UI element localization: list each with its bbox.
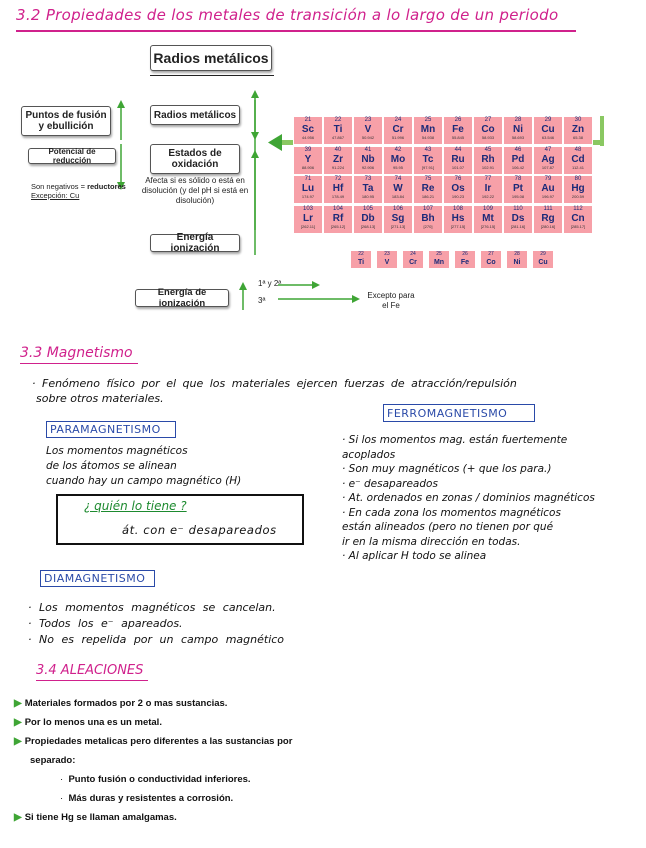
- para-answer: át. con e⁻ desapareados: [122, 523, 277, 537]
- title-underline: [16, 30, 576, 32]
- alloy-sub-2: · Más duras y resistentes a corrosión.: [60, 793, 234, 804]
- element-cell: 26 Fe 55.845: [443, 116, 473, 145]
- ferro-line: ir en la misma dirección en todas.: [342, 535, 521, 548]
- element-cell: 23 V 50.942: [353, 116, 383, 145]
- dia-line: · Los momentos magnéticos se cancelan.: [28, 601, 276, 614]
- element-cell: 108 Hs [277.15]: [443, 205, 473, 234]
- ferro-line: · Si los momentos mag. están fuertemente: [342, 434, 568, 446]
- element-cell: 74 W 183.84: [383, 175, 413, 204]
- first-second-label: 1ª y 2ª: [258, 279, 282, 288]
- ferro-line: · Al aplicar H todo se alinea: [342, 550, 487, 562]
- up-arrow-icon: [116, 100, 126, 140]
- oxidation-note: Afecta si es sólido o está en disolución (y del pH si está en disolución): [141, 176, 249, 205]
- element-cell: 40 Zr 91.224: [323, 146, 353, 175]
- element-cell: 76 Os 190.23: [443, 175, 473, 204]
- element-cell: 112 Cn [285.17]: [563, 205, 593, 234]
- ferro-line: · Son muy magnéticos (+ que los para.): [342, 463, 552, 475]
- ionization-energy-box: Energía ionización: [150, 234, 240, 252]
- magnetism-intro-line1: · Fenómeno físico por el que los materiales ejercen fuerzas de atracción/repulsión: [32, 377, 517, 390]
- element-cell: 105 Db [268.13]: [353, 205, 383, 234]
- para-line2: de los átomos se alinean: [46, 460, 177, 472]
- right-arrow-icon: [278, 294, 360, 304]
- element-cell: 110 Ds [281.16]: [503, 205, 533, 234]
- up-arrow-icon: [250, 90, 260, 255]
- green-triangle-icon: ▶: [14, 736, 22, 747]
- element-cell-small: 23 V: [376, 250, 398, 269]
- element-cell: 111 Rg [280.16]: [533, 205, 563, 234]
- left-arrow-icon: [268, 134, 282, 151]
- ferro-line: · e⁻ desapareados: [342, 477, 438, 490]
- green-arrow-right-edge: [600, 116, 604, 146]
- element-cell: 24 Cr 51.996: [383, 116, 413, 145]
- element-cell: 29 Cu 63.546: [533, 116, 563, 145]
- element-cell: 48 Cd 112.41: [563, 146, 593, 175]
- radios-metalicos-box: Radios metálicos: [150, 105, 240, 125]
- ferro-line: · En cada zona los momentos magnéticos: [342, 506, 561, 519]
- section-3-3-underline: [20, 363, 138, 364]
- up-arrow-icon: [238, 282, 248, 310]
- para-line3: cuando hay un campo magnético (H): [46, 475, 242, 487]
- element-cell-small: 22 Ti: [350, 250, 372, 269]
- element-cell: 72 Hf 178.49: [323, 175, 353, 204]
- element-cell-small: 29 Cu: [532, 250, 554, 269]
- reduction-potential-box: Potencial de reducción: [28, 148, 116, 164]
- element-cell: 42 Mo 95.95: [383, 146, 413, 175]
- alloy-bullet-3-cont: separado:: [30, 755, 76, 766]
- green-triangle-icon: ▶: [14, 717, 22, 728]
- element-cell: 27 Co 58.933: [473, 116, 503, 145]
- element-cell: 25 Mn 54.938: [413, 116, 443, 145]
- element-cell: 79 Au 196.97: [533, 175, 563, 204]
- element-cell: 107 Bh [270]: [413, 205, 443, 234]
- melting-points-box: Puntos de fusión y ebullición: [21, 106, 111, 136]
- reducers-note: Son negativos = reductores: [31, 182, 126, 191]
- alloy-bullet-3: ▶ Propiedades metalicas pero diferentes a las sustancias por: [14, 736, 293, 747]
- except-fe-label: Excepto para el Fe: [367, 291, 415, 310]
- element-cell: 103 Lr [262.11]: [293, 205, 323, 234]
- element-cell: 28 Ni 58.693: [503, 116, 533, 145]
- radios-metalicos-title-box: Radios metálicos: [150, 45, 272, 71]
- section-3-3-title: 3.3 Magnetismo: [20, 345, 133, 361]
- element-cell: 47 Ag 107.87: [533, 146, 563, 175]
- ferro-line: están alineados (pero no tienen por qué: [342, 521, 554, 533]
- magnetism-intro-line2: sobre otros materiales.: [36, 392, 164, 405]
- title-underline-bar: [150, 75, 274, 76]
- diamagnetism-label: DIAMAGNETISMO: [40, 570, 155, 587]
- ferro-line: · At. ordenados en zonas / dominios magnéticos: [342, 492, 595, 504]
- element-cell: 39 Y 88.906: [293, 146, 323, 175]
- exception-note: Excepción: Cu: [31, 191, 80, 200]
- element-cell: 73 Ta 180.95: [353, 175, 383, 204]
- ferromagnetism-label: FERROMAGNETISMO: [383, 404, 535, 422]
- element-cell: 104 Rf [265.12]: [323, 205, 353, 234]
- element-cell-small: 24 Cr: [402, 250, 424, 269]
- element-cell: 21 Sc 44.956: [293, 116, 323, 145]
- dia-line: · No es repelida por un campo magnético: [28, 633, 285, 646]
- element-cell: 44 Ru 101.07: [443, 146, 473, 175]
- para-line1: Los momentos magnéticos: [46, 445, 188, 457]
- paramagnetism-label: PARAMAGNETISMO: [46, 421, 176, 438]
- alloy-bullet-1: ▶ Materiales formados por 2 o mas sustancias.: [14, 698, 228, 709]
- green-triangle-icon: ▶: [14, 698, 22, 709]
- green-triangle-icon: ▶: [14, 812, 22, 823]
- element-cell: 71 Lu 174.97: [293, 175, 323, 204]
- ferro-line: acoplados: [342, 448, 396, 461]
- element-cell: 78 Pt 195.08: [503, 175, 533, 204]
- third-label: 3ª: [258, 296, 266, 305]
- section-3-4-title: 3.4 ALEACIONES: [36, 663, 144, 678]
- element-cell-small: 25 Mn: [428, 250, 450, 269]
- element-cell: 109 Mt [276.15]: [473, 205, 503, 234]
- element-cell-small: 27 Co: [480, 250, 502, 269]
- alloy-bullet-2: ▶ Por lo menos una es un metal.: [14, 717, 162, 728]
- ferro-list: [342, 433, 642, 564]
- element-cell: 46 Pd 106.42: [503, 146, 533, 175]
- element-cell-small: 28 Ni: [506, 250, 528, 269]
- alloy-sub-1: · Punto fusión o conductividad inferiores.: [60, 774, 251, 785]
- element-cell: 106 Sg [271.13]: [383, 205, 413, 234]
- para-question: ¿ quién lo tiene ?: [84, 499, 187, 513]
- ionization-energy-bottom-box: Energía de ionización: [135, 289, 229, 307]
- dia-list: [28, 600, 348, 648]
- element-cell-small: 26 Fe: [454, 250, 476, 269]
- right-arrow-icon: [278, 280, 320, 290]
- element-cell: 41 Nb 92.906: [353, 146, 383, 175]
- alloy-bullet-4: ▶ Si tiene Hg se llaman amalgamas.: [14, 812, 177, 823]
- periodic-row-bottom: [350, 250, 570, 270]
- oxidation-states-box: Estados de oxidación: [150, 144, 240, 174]
- dia-line: · Todos los e⁻ apareados.: [28, 617, 183, 630]
- element-cell: 80 Hg 200.59: [563, 175, 593, 204]
- periodic-table: [293, 116, 593, 234]
- element-cell: 75 Re 186.21: [413, 175, 443, 204]
- element-cell: 22 Ti 47.867: [323, 116, 353, 145]
- element-cell: 43 Tc [97.91]: [413, 146, 443, 175]
- element-cell: 30 Zn 65.38: [563, 116, 593, 145]
- section-3-2-title: 3.2 Propiedades de los metales de transición a lo largo de un periodo: [16, 6, 559, 24]
- section-3-4-underline: [36, 680, 148, 681]
- element-cell: 77 Ir 192.22: [473, 175, 503, 204]
- element-cell: 45 Rh 102.91: [473, 146, 503, 175]
